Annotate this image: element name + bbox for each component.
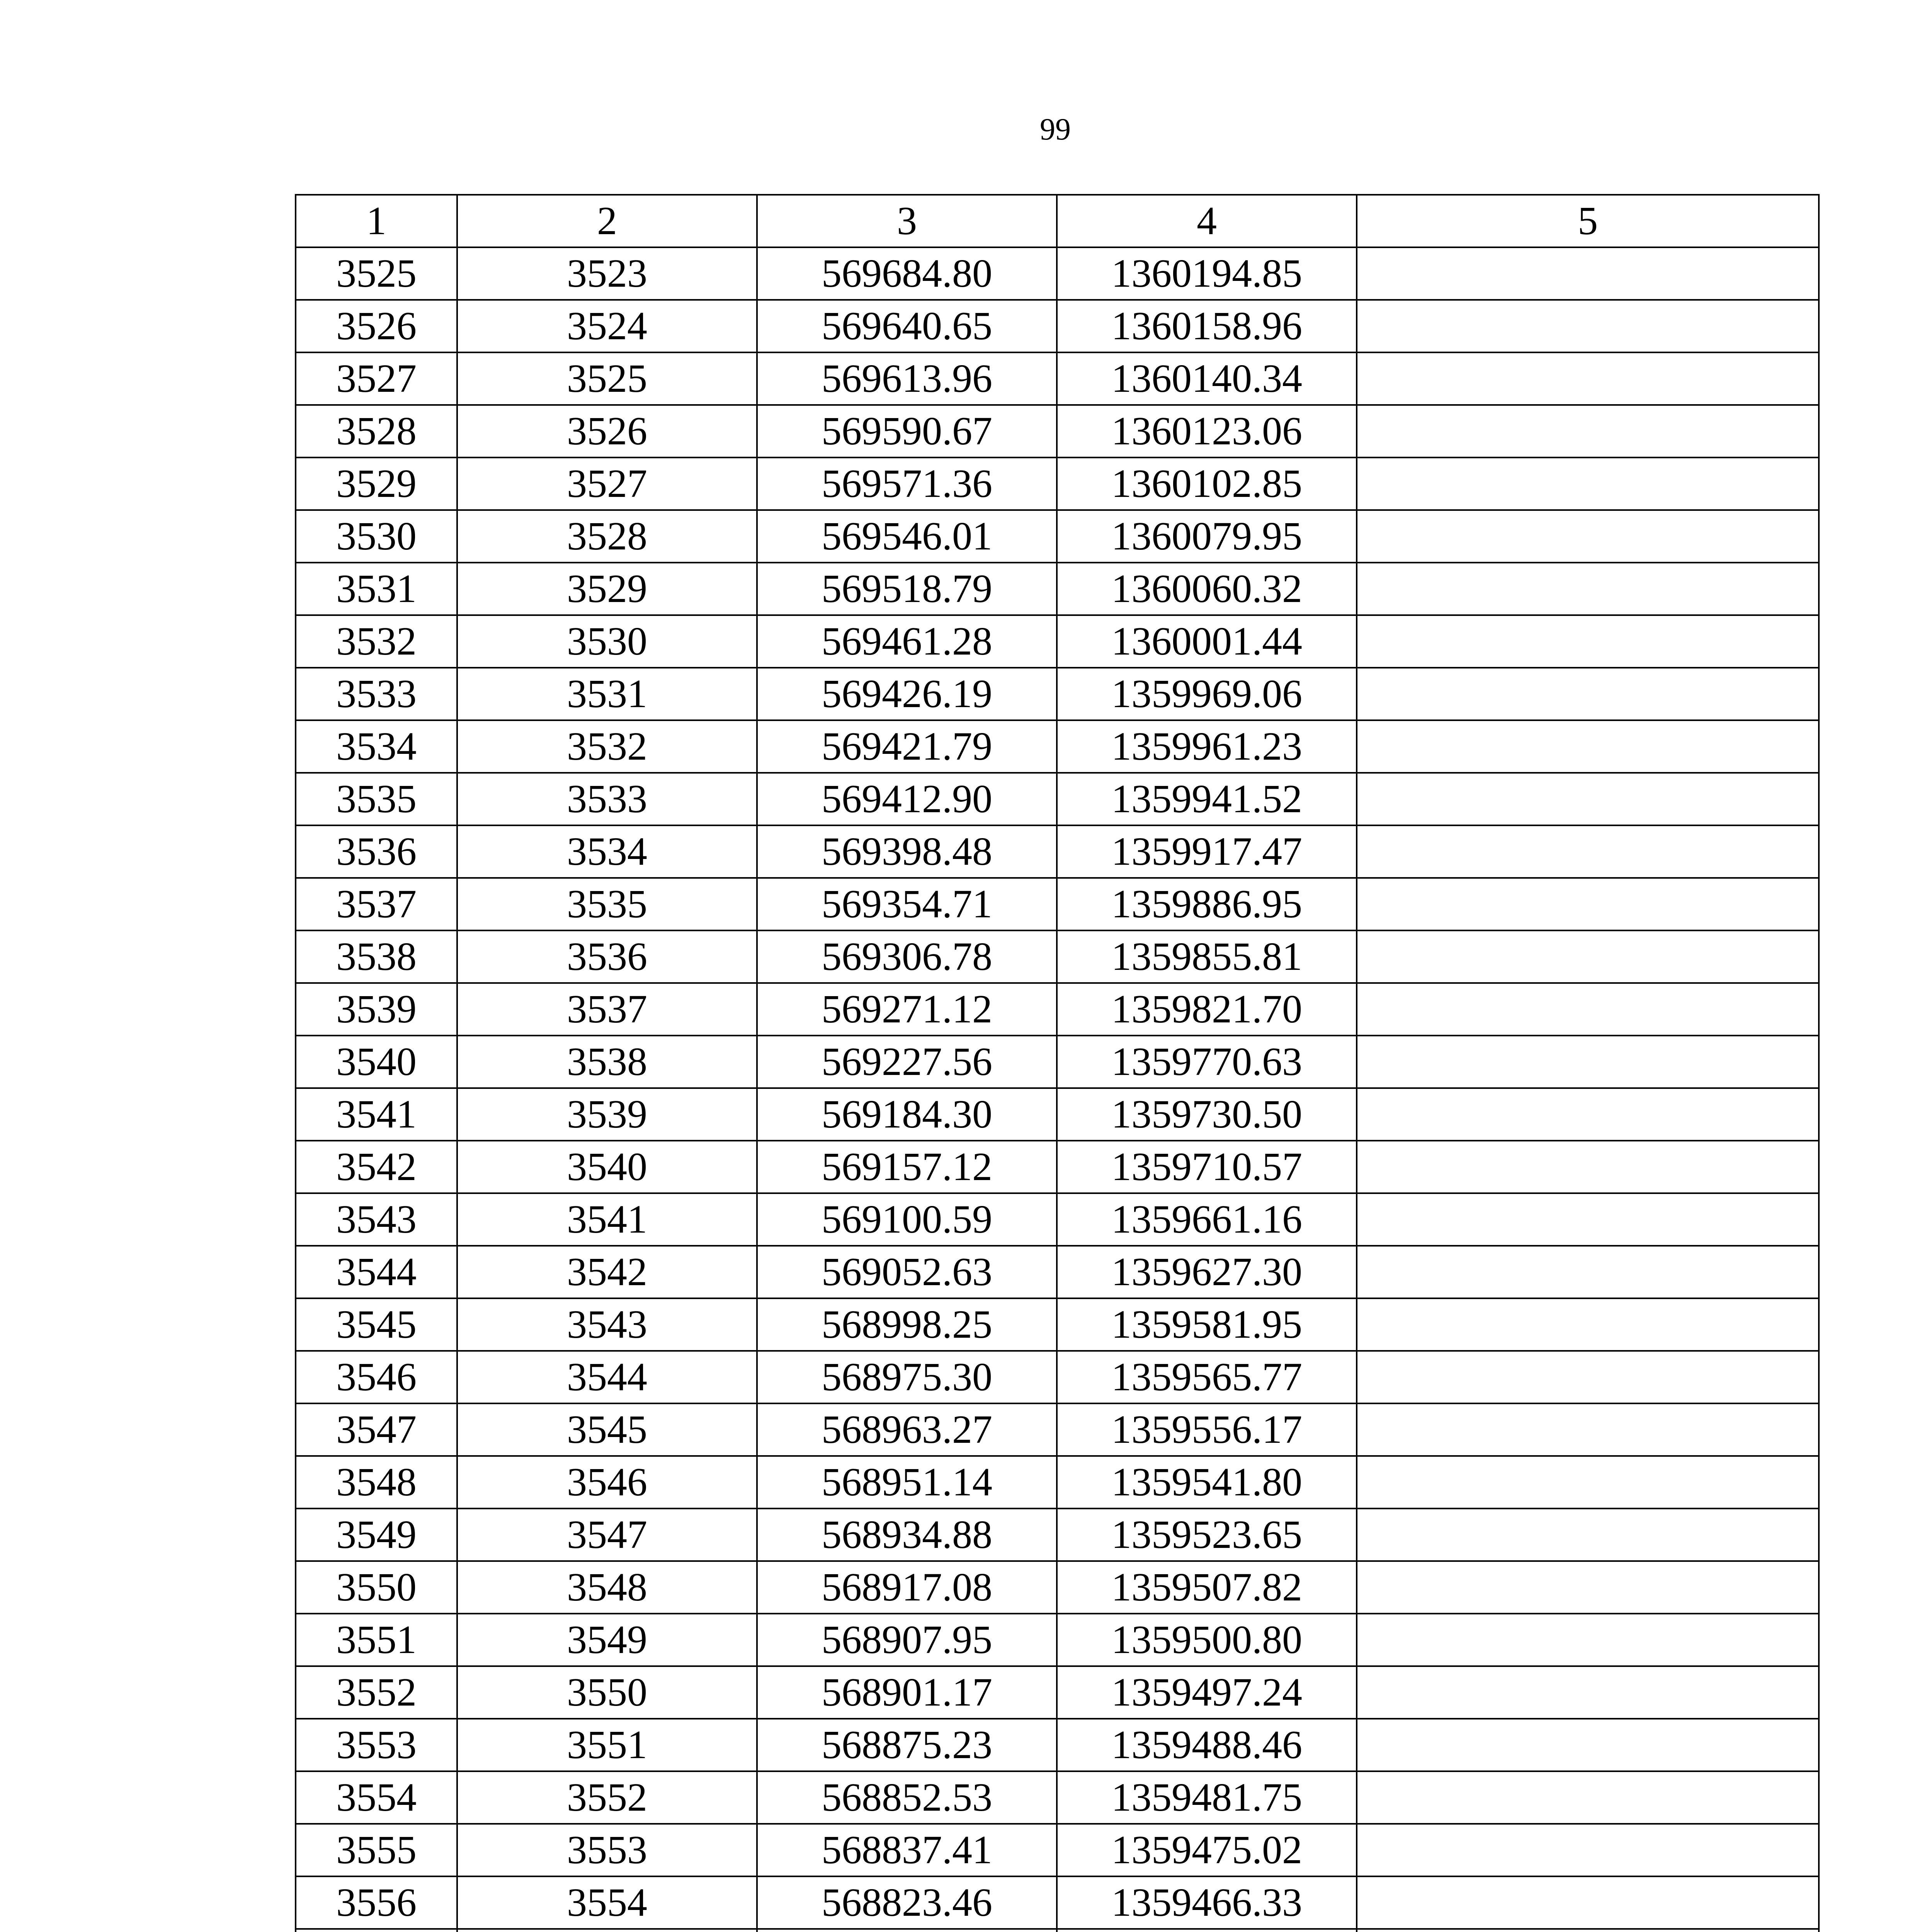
table-cell-col-3: 568951.14 (757, 1456, 1057, 1509)
table-cell-col-3: 568901.17 (757, 1666, 1057, 1719)
table-cell-col-1: 3529 (296, 457, 457, 510)
table-cell-col-1 (296, 1929, 457, 1932)
table-cell-col-2: 3543 (457, 1298, 757, 1351)
table-cell-col-3: 569590.67 (757, 405, 1057, 457)
table-row (296, 563, 1819, 615)
table-cell-col-3: 568837.41 (757, 1824, 1057, 1876)
table-cell-col-2: 3551 (457, 1719, 757, 1771)
table-cell-col-3 (757, 1929, 1057, 1932)
table-cell-col-3: 569100.59 (757, 1193, 1057, 1246)
table-cell-col-4: 1359488.46 (1057, 1719, 1357, 1771)
header-cell-2: 2 (457, 195, 757, 247)
table-cell-col-2: 3554 (457, 1876, 757, 1929)
table-cell-col-1: 3551 (296, 1614, 457, 1666)
table-cell-col-3: 569421.79 (757, 720, 1057, 773)
table-cell-col-4: 1359507.82 (1057, 1561, 1357, 1614)
table-cell-col-1: 3526 (296, 300, 457, 352)
table-row (296, 510, 1819, 563)
table-cell-col-4: 1359961.23 (1057, 720, 1357, 773)
table-row (296, 247, 1819, 300)
table-row (296, 300, 1819, 352)
table-row (296, 1403, 1819, 1456)
table-cell-col-3: 569684.80 (757, 247, 1057, 300)
table-row (296, 1719, 1819, 1771)
table-cell-col-3: 569613.96 (757, 352, 1057, 405)
table-cell-col-1: 3539 (296, 983, 457, 1036)
table-cell-col-1: 3549 (296, 1509, 457, 1561)
table-cell-col-3: 569227.56 (757, 1036, 1057, 1088)
table-cell-col-1: 3556 (296, 1876, 457, 1929)
table-cell-col-5 (1357, 247, 1819, 300)
table-cell-col-5 (1357, 930, 1819, 983)
table-cell-col-1: 3540 (296, 1036, 457, 1088)
table-cell-col-1: 3542 (296, 1141, 457, 1193)
table-cell-col-5 (1357, 773, 1819, 825)
table-cell-col-4: 1359941.52 (1057, 773, 1357, 825)
table-cell-col-3: 568998.25 (757, 1298, 1057, 1351)
table-cell-col-2: 3535 (457, 878, 757, 930)
table-cell-col-1: 3543 (296, 1193, 457, 1246)
table-cell-col-2: 3526 (457, 405, 757, 457)
table-cell-col-4: 1359497.24 (1057, 1666, 1357, 1719)
table-row (296, 1351, 1819, 1403)
table-row (296, 615, 1819, 668)
table-cell-col-2: 3536 (457, 930, 757, 983)
table-cell-col-3: 569354.71 (757, 878, 1057, 930)
table-cell-col-1: 3528 (296, 405, 457, 457)
table-row (296, 930, 1819, 983)
table-cell-col-3: 568963.27 (757, 1403, 1057, 1456)
table-cell-col-5 (1357, 1561, 1819, 1614)
table-cell-col-4: 1359661.16 (1057, 1193, 1357, 1246)
table-cell-col-2: 3549 (457, 1614, 757, 1666)
table-cell-col-5 (1357, 668, 1819, 720)
table-row (296, 1509, 1819, 1561)
table-row (296, 352, 1819, 405)
table-cell-col-5 (1357, 825, 1819, 878)
table-cell-col-2: 3529 (457, 563, 757, 615)
table-row (296, 1246, 1819, 1298)
table-cell-col-5 (1357, 720, 1819, 773)
table-cell-col-5 (1357, 878, 1819, 930)
table-cell-col-1: 3536 (296, 825, 457, 878)
table-cell-col-4: 1359627.30 (1057, 1246, 1357, 1298)
table-cell-col-3: 568907.95 (757, 1614, 1057, 1666)
table-cell-col-1: 3535 (296, 773, 457, 825)
table-row (296, 668, 1819, 720)
table-cell-col-1: 3530 (296, 510, 457, 563)
table-cell-col-5 (1357, 1876, 1819, 1929)
table-cell-col-3: 569271.12 (757, 983, 1057, 1036)
table-row (296, 1456, 1819, 1509)
table-cell-col-4 (1057, 1929, 1357, 1932)
table-row (296, 878, 1819, 930)
table-cell-col-5 (1357, 1614, 1819, 1666)
table-row (296, 1036, 1819, 1088)
table-row (296, 1141, 1819, 1193)
table-cell-col-5 (1357, 563, 1819, 615)
table-row (296, 457, 1819, 510)
page-number: 99 (1040, 112, 1071, 146)
table-cell-col-2: 3524 (457, 300, 757, 352)
table-cell-col-3: 569306.78 (757, 930, 1057, 983)
table-cell-col-1: 3532 (296, 615, 457, 668)
header-cell-4: 4 (1057, 195, 1357, 247)
table-cell-col-1: 3538 (296, 930, 457, 983)
table-cell-col-1: 3545 (296, 1298, 457, 1351)
table-cell-col-2: 3533 (457, 773, 757, 825)
table-cell-col-1: 3533 (296, 668, 457, 720)
table-cell-col-2: 3545 (457, 1403, 757, 1456)
table-cell-col-4: 1360140.34 (1057, 352, 1357, 405)
table-cell-col-1: 3525 (296, 247, 457, 300)
table-cell-col-1: 3537 (296, 878, 457, 930)
table-row (296, 1876, 1819, 1929)
table-cell-col-4: 1360102.85 (1057, 457, 1357, 510)
table-cell-col-5 (1357, 1719, 1819, 1771)
table-cell-col-2: 3538 (457, 1036, 757, 1088)
table-cell-col-2: 3541 (457, 1193, 757, 1246)
table-row (296, 1666, 1819, 1719)
table-cell-col-2: 3547 (457, 1509, 757, 1561)
table-cell-col-2: 3550 (457, 1666, 757, 1719)
header-cell-1: 1 (296, 195, 457, 247)
table-cell-col-5 (1357, 1088, 1819, 1141)
table-cell-col-4: 1359886.95 (1057, 878, 1357, 930)
table-row (296, 720, 1819, 773)
table-row (296, 1614, 1819, 1666)
table-cell-col-5 (1357, 510, 1819, 563)
table-cell-col-3: 569461.28 (757, 615, 1057, 668)
table-cell-col-3: 569518.79 (757, 563, 1057, 615)
table-cell-col-2: 3537 (457, 983, 757, 1036)
table-cell-col-4: 1360123.06 (1057, 405, 1357, 457)
table-cell-col-3: 569157.12 (757, 1141, 1057, 1193)
table-row (296, 1088, 1819, 1141)
table-cell-col-2: 3552 (457, 1771, 757, 1824)
table-cell-col-4: 1360079.95 (1057, 510, 1357, 563)
table-cell-col-4: 1359481.75 (1057, 1771, 1357, 1824)
table-cell-col-2 (457, 1929, 757, 1932)
table-cell-col-5 (1357, 352, 1819, 405)
table-cell-col-3: 569640.65 (757, 300, 1057, 352)
table-row (296, 1771, 1819, 1824)
table-cell-col-5 (1357, 1141, 1819, 1193)
table-cell-col-5 (1357, 457, 1819, 510)
table-cell-col-2: 3531 (457, 668, 757, 720)
table-row (296, 1298, 1819, 1351)
table-cell-col-4: 1359730.50 (1057, 1088, 1357, 1141)
table-cell-col-1: 3548 (296, 1456, 457, 1509)
table-cell-col-5 (1357, 1666, 1819, 1719)
table-row (296, 1824, 1819, 1876)
table-row (296, 1561, 1819, 1614)
table-cell-col-3: 569546.01 (757, 510, 1057, 563)
table-cell-col-2: 3548 (457, 1561, 757, 1614)
table-cell-col-5 (1357, 1509, 1819, 1561)
table-cell-col-5 (1357, 405, 1819, 457)
table-cell-col-5 (1357, 1403, 1819, 1456)
table-row (296, 405, 1819, 457)
table-row (296, 825, 1819, 878)
table-cell-col-2: 3539 (457, 1088, 757, 1141)
table-row (296, 1929, 1819, 1932)
table-cell-col-4: 1359969.06 (1057, 668, 1357, 720)
table-row (296, 1193, 1819, 1246)
table-cell-col-3: 568875.23 (757, 1719, 1057, 1771)
table-cell-col-4: 1359541.80 (1057, 1456, 1357, 1509)
table-cell-col-4: 1359821.70 (1057, 983, 1357, 1036)
header-cell-3: 3 (757, 195, 1057, 247)
table-cell-col-4: 1360060.32 (1057, 563, 1357, 615)
table-cell-col-4: 1360001.44 (1057, 615, 1357, 668)
table-cell-col-4: 1359500.80 (1057, 1614, 1357, 1666)
table-cell-col-5 (1357, 1771, 1819, 1824)
table-cell-col-3: 569184.30 (757, 1088, 1057, 1141)
table-cell-col-3: 568917.08 (757, 1561, 1057, 1614)
table-cell-col-4: 1359770.63 (1057, 1036, 1357, 1088)
table-row (296, 773, 1819, 825)
table-cell-col-5 (1357, 1193, 1819, 1246)
table-cell-col-3: 569426.19 (757, 668, 1057, 720)
table-cell-col-4: 1359475.02 (1057, 1824, 1357, 1876)
table-cell-col-3: 568852.53 (757, 1771, 1057, 1824)
table-cell-col-4: 1359855.81 (1057, 930, 1357, 983)
table-cell-col-2: 3527 (457, 457, 757, 510)
table-cell-col-5 (1357, 1351, 1819, 1403)
table-cell-col-5 (1357, 300, 1819, 352)
table-cell-col-4: 1359556.17 (1057, 1403, 1357, 1456)
table-cell-col-5 (1357, 983, 1819, 1036)
table-header-row (296, 195, 1819, 247)
table-cell-col-4: 1360194.85 (1057, 247, 1357, 300)
table-cell-col-1: 3546 (296, 1351, 457, 1403)
coordinates-table (295, 194, 1820, 1932)
table-cell-col-2: 3553 (457, 1824, 757, 1876)
table-cell-col-2: 3528 (457, 510, 757, 563)
table-cell-col-1: 3550 (296, 1561, 457, 1614)
table-cell-col-5 (1357, 1246, 1819, 1298)
table-cell-col-3: 569412.90 (757, 773, 1057, 825)
table-cell-col-4: 1359523.65 (1057, 1509, 1357, 1561)
table-cell-col-3: 568823.46 (757, 1876, 1057, 1929)
table-cell-col-1: 3547 (296, 1403, 457, 1456)
table-cell-col-1: 3541 (296, 1088, 457, 1141)
table-cell-col-1: 3534 (296, 720, 457, 773)
table-cell-col-4: 1359710.57 (1057, 1141, 1357, 1193)
table-cell-col-3: 569571.36 (757, 457, 1057, 510)
table-cell-col-1: 3531 (296, 563, 457, 615)
table-cell-col-2: 3532 (457, 720, 757, 773)
table-cell-col-2: 3530 (457, 615, 757, 668)
table-cell-col-2: 3523 (457, 247, 757, 300)
table-cell-col-5 (1357, 615, 1819, 668)
table-cell-col-3: 569398.48 (757, 825, 1057, 878)
table-cell-col-4: 1359466.33 (1057, 1876, 1357, 1929)
table-row (296, 983, 1819, 1036)
table-body (296, 195, 1819, 1932)
table-cell-col-2: 3546 (457, 1456, 757, 1509)
header-cell-5: 5 (1357, 195, 1819, 247)
table-cell-col-1: 3553 (296, 1719, 457, 1771)
table-cell-col-4: 1360158.96 (1057, 300, 1357, 352)
table-cell-col-1: 3555 (296, 1824, 457, 1876)
table-cell-col-2: 3540 (457, 1141, 757, 1193)
table-cell-col-3: 569052.63 (757, 1246, 1057, 1298)
table-cell-col-5 (1357, 1929, 1819, 1932)
table-cell-col-2: 3525 (457, 352, 757, 405)
table-cell-col-4: 1359917.47 (1057, 825, 1357, 878)
table-cell-col-1: 3554 (296, 1771, 457, 1824)
table-cell-col-5 (1357, 1456, 1819, 1509)
table-cell-col-4: 1359581.95 (1057, 1298, 1357, 1351)
table-cell-col-1: 3544 (296, 1246, 457, 1298)
table-cell-col-2: 3544 (457, 1351, 757, 1403)
table-cell-col-5 (1357, 1036, 1819, 1088)
table-cell-col-3: 568975.30 (757, 1351, 1057, 1403)
table-cell-col-3: 568934.88 (757, 1509, 1057, 1561)
table-cell-col-1: 3552 (296, 1666, 457, 1719)
table-cell-col-1: 3527 (296, 352, 457, 405)
table-cell-col-5 (1357, 1824, 1819, 1876)
table-cell-col-4: 1359565.77 (1057, 1351, 1357, 1403)
table-cell-col-5 (1357, 1298, 1819, 1351)
table-cell-col-2: 3542 (457, 1246, 757, 1298)
table-cell-col-2: 3534 (457, 825, 757, 878)
